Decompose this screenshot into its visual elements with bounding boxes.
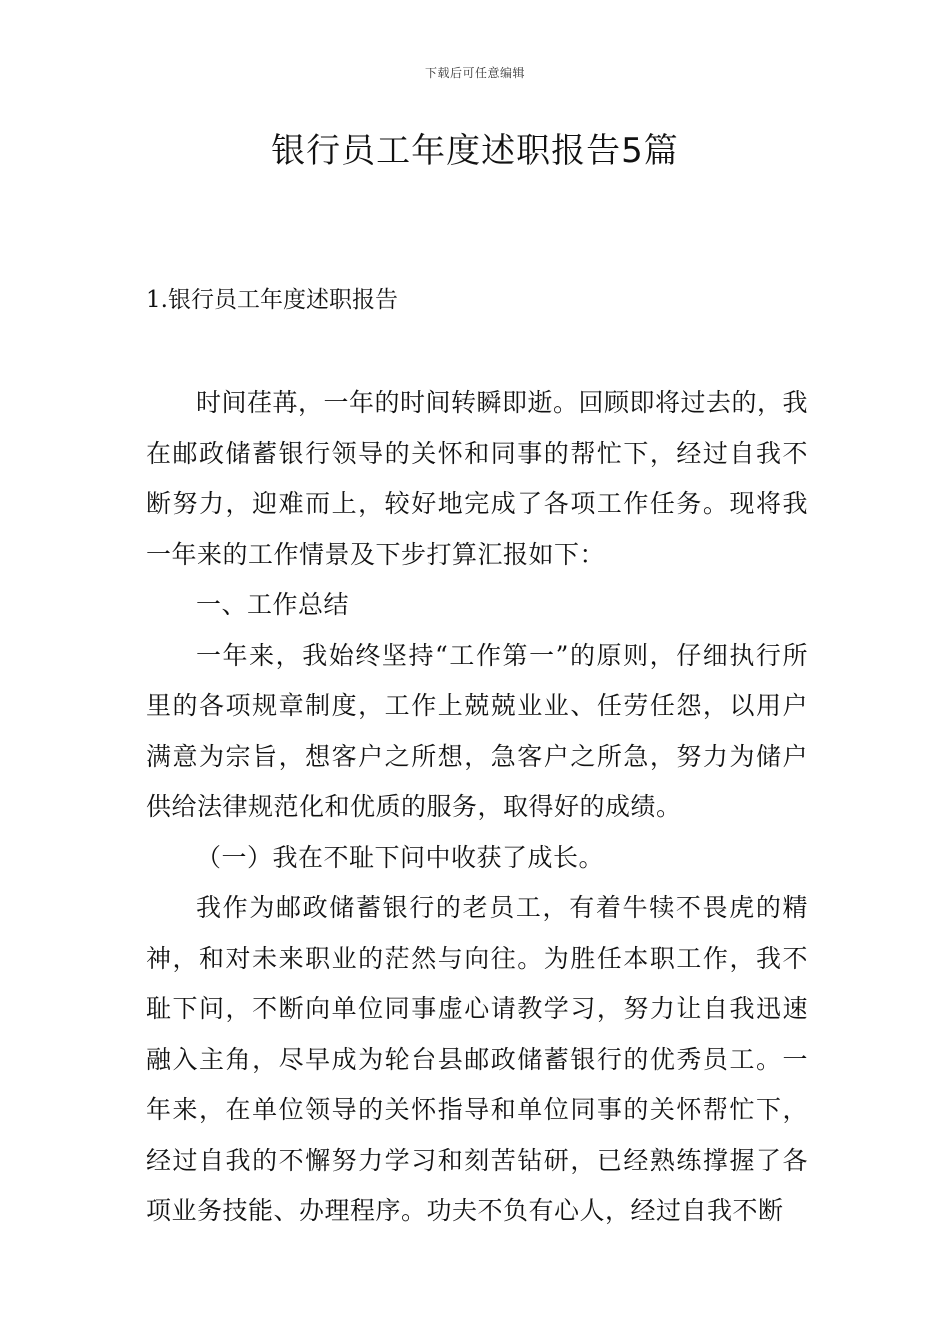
document-title: 银行员工年度述职报告5篇 — [271, 131, 679, 171]
body-text — [146, 378, 808, 1237]
paragraph-work-principle: 一年来，我始终坚持“工作第一”的原则，仔细执行所里的各项规章制度，工作上兢兢业业、任劳任怨，以用户满意为宗旨，想客户之所想，急客户之所急，努力为储户供给法律规范化和优质的服务，取得好的成绩。 — [146, 640, 808, 821]
section-heading: 1.银行员工年度述职报告 — [146, 287, 398, 313]
paragraph-intro: 时间荏苒，一年的时间转瞬即逝。回顾即将过去的，我在邮政储蓄银行领导的关怀和同事的帮忙下，经过自我不断努力，迎难而上，较好地完成了各项工作任务。现将我一年来的工作情景及下步打算汇报如下： — [146, 388, 809, 569]
paragraph-subheading-growth: （一）我在不耻下问中收获了成长。 — [196, 842, 605, 872]
paragraph-heading-work-summary: 一、工作总结 — [196, 590, 350, 619]
paragraph-growth-detail: 我作为邮政储蓄银行的老员工，有着牛犊不畏虎的精神，和对未来职业的茫然与向往。为胜任本职工作，我不耻下问，不断向单位同事虚心请教学习，努力让自我迅速融入主角，尽早成为轮台县邮政储蓄银行的优秀员工。一年来，在单位领导的关怀指导和单位同事的关怀帮忙下，经过自我的不懈努力学习和刻苦钻研，已经熟练撑握了各项业务技能、办理程序。功夫不负有心人，经过自我不断 — [146, 893, 808, 1225]
header-note: 下载后可任意编辑 — [424, 66, 525, 80]
